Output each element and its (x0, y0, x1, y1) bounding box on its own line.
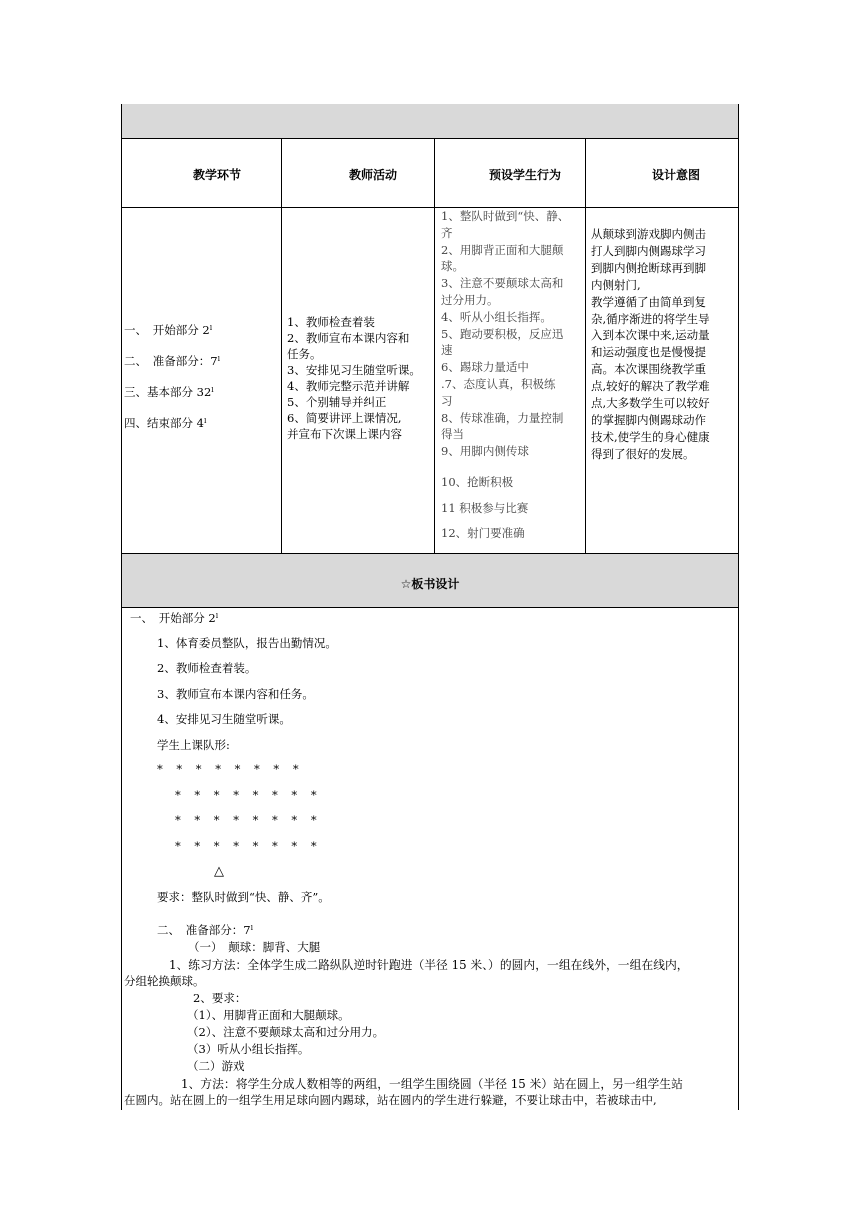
design-intent-line: 和运动强度也是慢慢提 (591, 345, 706, 360)
student-behavior-line: 齐 (441, 225, 453, 240)
part1-title: 一、 开始部分 2ˡ (130, 611, 219, 625)
teacher-activity-line: 并宣布下次课上课内容 (287, 427, 402, 441)
student-behavior-line: 6、踢球力量适中 (441, 360, 529, 375)
student-behavior-line: 过分用力。 (441, 292, 499, 307)
row-line-3 (121, 553, 739, 554)
board-paragraph: 1、体育委员整队，报告出勤情况。 (157, 636, 337, 650)
subsection-title: （一） 颠球：脚背、大腿 (188, 940, 321, 954)
teacher-position-mark: △ (214, 864, 224, 879)
row-line-2 (121, 207, 739, 208)
design-intent-line: 内侧射门, (591, 277, 641, 292)
teacher-activities-list (287, 314, 421, 442)
stage-item: 二、 准备部分：7ˡ (124, 354, 221, 368)
formation-row: * * * * * * * * (157, 762, 304, 776)
student-behavior-line: 1、整队时做到“快、静、 (441, 209, 570, 223)
requirement-item: （3）听从小组长指挥。 (187, 1042, 310, 1056)
student-behavior-line: 4、听从小组长指挥。 (441, 309, 552, 324)
student-behavior-line: 习 (441, 393, 453, 408)
design-intent-line: 高。本次课围绕教学重 (591, 362, 706, 377)
design-intent-line: 技术,使学生的身心健康 (591, 429, 710, 444)
formation-row: * * * * * * * * (175, 788, 322, 802)
student-behavior-line: 9、用脚内侧传球 (441, 444, 529, 459)
method-text: 1、练习方法：全体学生成二路纵队逆时针跑进（半径 15 米、）的圆内，一组在线外，一组在线内， (169, 958, 689, 972)
teacher-activity-line: 6、简要讲评上课情况, (287, 411, 402, 425)
design-intent-list (591, 226, 710, 463)
teacher-activity-line: 任务。 (287, 347, 322, 361)
teacher-activity-line: 3、安排见习生随堂听课。 (287, 363, 421, 377)
formation-label: 学生上课队形: (157, 738, 230, 752)
stages-list (124, 315, 220, 439)
board-paragraph: 3、教师宣布本课内容和任务。 (157, 687, 314, 701)
top-header-band (122, 104, 738, 139)
student-behavior-line: 速 (441, 343, 453, 358)
design-intent-line: 打人到脚内侧踢球学习 (591, 243, 706, 258)
subsection-title: （二）游戏 (187, 1059, 245, 1073)
col-line-1 (281, 138, 282, 554)
board-design-title: ☆板书设计 (400, 577, 460, 591)
teacher-activity-line: 2、教师宣布本课内容和 (287, 331, 410, 345)
requirement-title: 2、要求： (193, 991, 247, 1005)
student-behavior-line: 球。 (441, 259, 464, 274)
formation-row: * * * * * * * * (175, 813, 322, 827)
design-intent-line: 杂,循序渐进的将学生导 (591, 311, 710, 326)
design-intent-line: 得到了很好的发展。 (591, 446, 695, 461)
design-intent-line: 教学遵循了由简单到复 (591, 294, 706, 309)
method-text: 分组轮换颠球。 (124, 974, 205, 988)
col-line-2 (434, 138, 435, 554)
teacher-activity-line: 4、教师完整示范并讲解 (287, 379, 410, 393)
student-behavior-line: 11 积极参与比赛 (441, 500, 529, 515)
student-behavior-line: 5、跑动要积极，反应迅 (441, 326, 564, 341)
design-intent-line: 入到本次课中来,运动量 (591, 328, 710, 343)
formation-requirement: 要求：整队时做到“快、静、齐”。 (157, 890, 330, 904)
teacher-activity-line: 1、教师检查着装 (287, 315, 375, 329)
student-behavior-line: 8、传球准确，力量控制 (441, 410, 564, 425)
row-line-1 (121, 138, 739, 139)
student-behavior-line: 3、注意不要颠球太高和 (441, 276, 564, 291)
header-design-intent: 设计意图 (651, 168, 700, 182)
design-intent-line: 到脚内侧抢断球再到脚 (591, 260, 706, 275)
design-intent-line: 点,较好的解决了教学难 (591, 379, 710, 394)
student-behaviors-list (441, 208, 569, 460)
student-behaviors-list-b (441, 470, 528, 547)
teacher-activity-line: 5、个别辅导并纠正 (287, 395, 387, 409)
requirement-item: （2）、注意不要颠球太高和过分用力。 (187, 1025, 385, 1039)
method-text: 1、方法：将学生分成人数相等的两组，一组学生围绕圆（半径 15 米）站在圆上，另一组学生站 (181, 1077, 683, 1091)
student-behavior-line: 12、射门要准确 (441, 526, 525, 540)
design-intent-line: 从颠球到游戏脚内侧击 (591, 227, 706, 241)
board-paragraph: 4、安排见习生随堂听课。 (157, 712, 291, 726)
header-teaching-stage: 教学环节 (192, 168, 241, 182)
student-behavior-line: 10、抢断积极 (441, 475, 514, 489)
stage-item: 一、 开始部分 2ˡ (124, 323, 213, 337)
header-student-behavior: 预设学生行为 (488, 168, 561, 182)
part2-title: 二、 准备部分：7ˡ (157, 923, 254, 937)
formation-row: * * * * * * * * (175, 839, 322, 853)
row-line-4 (121, 607, 739, 608)
student-behavior-line: .7、态度认真，积极练 (441, 376, 556, 391)
requirement-item: （1）、用脚背正面和大腿颠球。 (187, 1008, 350, 1022)
board-paragraph: 2、教师检查着装。 (157, 661, 257, 675)
stage-item: 四、结束部分 4ˡ (124, 416, 207, 430)
stage-item: 三、基本部分 32ˡ (124, 385, 215, 399)
student-behavior-line: 2、用脚背正面和大腿颠 (441, 242, 564, 257)
col-line-3 (585, 138, 586, 554)
method-text: 在圆内。站在圆上的一组学生用足球向圆内踢球，站在圆内的学生进行躲避，不要让球击中，若被球击中, (124, 1093, 657, 1107)
design-intent-line: 的掌握脚内侧踢球动作 (591, 412, 706, 427)
design-intent-line: 点,大多数学生可以较好 (591, 396, 710, 411)
header-teacher-activity: 教师活动 (348, 168, 397, 182)
student-behavior-line: 得当 (441, 427, 464, 442)
